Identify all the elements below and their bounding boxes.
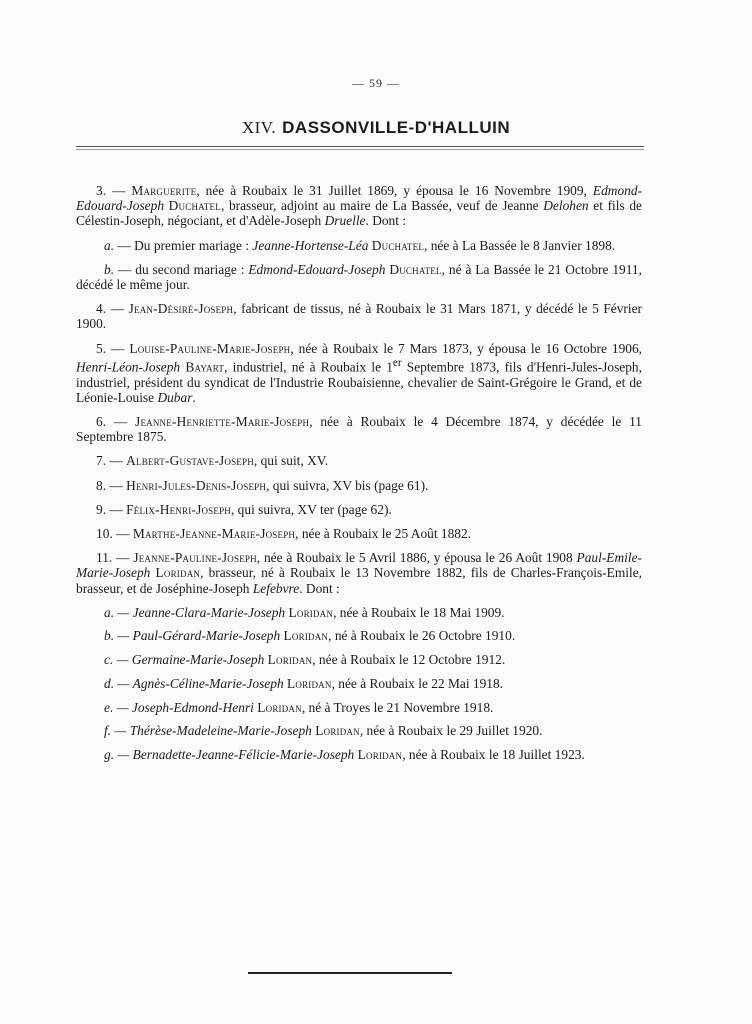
person-name: Jeanne-Henriette-Marie-Joseph <box>135 413 310 429</box>
section-title: DASSONVILLE-D'HALLUIN <box>282 118 511 137</box>
entry-number: 5. — <box>96 340 125 356</box>
person-name: Louise-Pauline-Marie-Joseph <box>129 340 291 356</box>
child-item-e <box>104 700 642 715</box>
person-name: Jeanne-Pauline-Joseph <box>133 550 257 566</box>
entry-11 <box>76 550 642 596</box>
child-surname: Duchatel <box>389 261 442 277</box>
section-heading <box>0 118 752 138</box>
heading-rule <box>76 146 644 147</box>
ordinal-superscript: er <box>392 356 402 369</box>
child-label: b. <box>104 261 115 277</box>
child-item-b <box>104 628 642 643</box>
child-name: Jeanne-Hortense-Léa <box>252 237 369 253</box>
entry-text: , née à Roubaix le 18 Mai 1909. <box>333 604 505 620</box>
child-name: Joseph-Edmond-Henri <box>131 699 254 715</box>
entry-text: , née à Roubaix le 7 Mars 1873, y épousa le 16 Octobre 1906, <box>290 340 643 356</box>
entry-text: , né à Roubaix le 26 Octobre 1910. <box>328 628 516 644</box>
person-name: Jean-Désiré-Joseph <box>128 301 234 317</box>
entry-number: 4. — <box>96 301 125 317</box>
entry-5 <box>76 341 642 405</box>
child-name: Edmond-Edouard-Joseph <box>248 261 386 277</box>
entry-4 <box>76 301 642 331</box>
entry-text: . Dont : <box>299 580 340 596</box>
child-name: Agnès-Céline-Marie-Joseph <box>132 675 284 691</box>
mother-name: Dubar <box>157 389 193 405</box>
mother-name: Lefebvre <box>252 580 300 596</box>
person-name: Marthe-Jeanne-Marie-Joseph <box>132 525 296 541</box>
child-label: e. — <box>104 699 129 715</box>
entry-text: . Dont : <box>365 213 407 229</box>
spouse-name: Henri-Léon-Joseph <box>76 359 181 375</box>
entry-text: , née à La Bassée le 8 Janvier 1898. <box>424 237 616 253</box>
entry-8 <box>76 478 642 493</box>
entry-text: , née à Roubaix le 31 Juillet 1869, y épousa le 16 Novembre 1909, <box>196 183 593 198</box>
child-name: Jeanne-Clara-Marie-Joseph <box>132 604 286 620</box>
child-label: a. <box>104 237 115 253</box>
entry-number: 10. — <box>96 525 130 541</box>
person-name: Félix-Henri-Joseph <box>126 501 231 517</box>
entry-text: — Du premier mariage : <box>114 237 253 253</box>
child-surname: Loridan <box>267 652 313 668</box>
entry-3 <box>76 183 642 229</box>
entry-text: , qui suit, XV. <box>253 453 329 469</box>
spouse-surname: Duchatel <box>168 198 221 214</box>
entry-7 <box>76 453 642 468</box>
entry-number: 8. — <box>96 477 123 493</box>
first-wife-name: Delohen <box>543 198 589 214</box>
entry-10 <box>76 526 642 541</box>
spouse-name: Paul-Emile-Marie-Joseph <box>76 550 642 581</box>
child-surname: Duchatel <box>371 237 425 253</box>
entry-number: 9. — <box>96 501 123 517</box>
entry-text: — du second mariage : <box>114 261 249 277</box>
entry-text: , né à La Bassée le 21 Octobre 1911, décédé le même jour. <box>76 261 642 293</box>
child-label: g. — <box>104 746 130 762</box>
page-number: — 59 — <box>352 76 400 90</box>
child-item-d <box>104 676 642 691</box>
entry-text: , née à Roubaix le 18 Juillet 1923. <box>402 746 585 762</box>
child-label: f. — <box>104 723 127 739</box>
closing-rule <box>248 972 452 974</box>
entry-text: Septembre 1873, fils d'Henri-Jules-Joseph, industriel, président du syndicat de l'Industrie Roubaisienne, chevalier de Saint-Grégoire le Grand, et de Léonie-Louise <box>76 359 642 405</box>
person-name: Henri-Jules-Denis-Joseph <box>126 477 267 493</box>
entry-text: , industriel, né à Roubaix le 1 <box>224 359 393 375</box>
child-name: Paul-Gérard-Marie-Joseph <box>132 628 281 644</box>
entry-text: et fils de Célestin-Joseph, négociant, et d'Adèle-Joseph <box>76 198 642 229</box>
child-surname: Loridan <box>357 746 403 762</box>
child-label: d. — <box>104 675 130 691</box>
entry-9 <box>76 502 642 517</box>
entry-6 <box>76 414 642 444</box>
child-surname: Loridan <box>287 675 332 691</box>
entry-3b <box>76 262 642 292</box>
spouse-name: Edmond-Edouard-Joseph <box>76 183 642 214</box>
child-label: b. — <box>104 628 130 644</box>
entry-number: 3. — <box>96 183 126 198</box>
entry-number: 6. — <box>96 413 128 429</box>
entry-number: 7. — <box>96 453 123 469</box>
entry-text: , née à Roubaix le 22 Mai 1918. <box>331 675 504 691</box>
mother-name: Druelle <box>324 213 366 229</box>
child-label: a. — <box>104 604 130 620</box>
entry-text: , qui suivra, XV bis (page 61). <box>266 477 429 493</box>
section-number: XIV. <box>241 118 277 137</box>
person-name: Marguerite <box>131 183 197 198</box>
entry-text: , née à Roubaix le 25 Août 1882. <box>295 525 472 541</box>
child-name: Thérèse-Madeleine-Marie-Joseph <box>129 723 312 739</box>
child-surname: Loridan <box>257 699 302 715</box>
entry-text: , née à Roubaix le 12 Octobre 1912. <box>312 652 506 668</box>
child-surname: Loridan <box>283 628 329 644</box>
entry-text: , brasseur, né à Roubaix le 13 Novembre 1882, fils de Charles-François-Emile, brasseur, et de Joséphine-Joseph <box>76 565 642 596</box>
child-surname: Loridan <box>288 604 334 620</box>
entry-text: , qui suivra, XV ter (page 62). <box>230 501 392 517</box>
child-label: c. — <box>104 652 129 668</box>
entry-text: . <box>192 389 196 405</box>
child-item-f <box>104 723 642 738</box>
entry-text: , née à Roubaix le 29 Juillet 1920. <box>359 723 543 739</box>
entry-text: , née à Roubaix le 5 Avril 1886, y épousa le 26 Août 1908 <box>256 550 577 566</box>
child-surname: Loridan <box>315 723 360 739</box>
child-item-c <box>104 652 642 667</box>
entry-text: , brasseur, adjoint au maire de La Bassée, veuf de Jeanne <box>220 198 544 214</box>
spouse-surname: Bayart <box>185 359 225 375</box>
child-item-a <box>104 605 642 620</box>
child-name: Bernadette-Jeanne-Félicie-Marie-Joseph <box>132 746 355 762</box>
child-item-g <box>104 747 642 762</box>
entry-text: , née à Roubaix le 4 Décembre 1874, y décédée le 11 Septembre 1875. <box>76 413 643 445</box>
person-name: Albert-Gustave-Joseph <box>126 453 254 469</box>
entry-3a <box>76 238 642 253</box>
spouse-surname: Loridan <box>155 565 201 581</box>
document-body <box>76 183 642 771</box>
entry-text: , fabricant de tissus, né à Roubaix le 31 Mars 1871, y décédé le 5 Février 1900. <box>76 301 643 332</box>
entry-text: , né à Troyes le 21 Novembre 1918. <box>301 699 494 715</box>
entry-number: 11. — <box>96 550 130 566</box>
heading-rule-secondary <box>76 149 644 150</box>
child-name: Germaine-Marie-Joseph <box>131 652 265 668</box>
